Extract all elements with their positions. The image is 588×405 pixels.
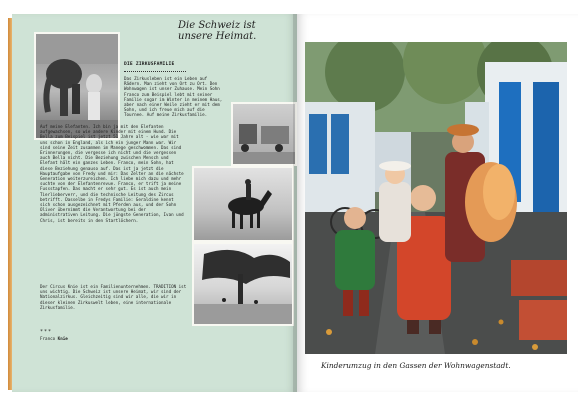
decorative-stars: *** [40, 329, 53, 335]
children-parade-photo [305, 42, 567, 354]
park-tree-photo [192, 242, 294, 326]
horse-rider-photo [192, 166, 294, 242]
horse-illustration [194, 168, 292, 240]
photo-caption: Kinderumzug in den Gassen der Wohnwagenstadt. [321, 361, 511, 370]
paragraph-2: Auf meine Elefanten. Ich bin ja mit den Elefanten aufgewachsen, so wie andere Kinder mit einem Hund. Die Bella zum Beispiel ist jetzt 51 Jahre alt - wie war mit uns schon in England, als ich ein junger Mann war. Wir sind seine Zeit zusammen im Manege geschwommen. Das sind Erinnerungen, die vergesse ich nicht und die vergessen auch Bella nicht. Die Beziehung zwischen Mensch und Elefant hält ein ganzes Leben. Franco, mein Sohn, hat diese Beziehung genauso auf. Das ist ja jetzt die Hauptaufgabe von Fredy und mir: Das Zelter an die nächste Generation weiterzureichen. Ich liebe mich dazu und mehr suchte von der Elefantenrevue. Franco, er trift ja meine Fussstapfen. Das macht er sehr gut. Es ist auch mein Tierlieberverr, und die technische Leitung des Zircus betrifft. Dasselbe in Fredys Familie: Geraldine kennt sich schon ausgezeichnet mit Pferden aus, und der Sohn Oliver übernimmt die Verantwortung bei der administrativen Leitung. Die jüngste Generation, Ivan und Chris, ist bereits in den Startlöchern. [40, 124, 184, 223]
elephant-illustration [36, 34, 118, 138]
left-page [12, 14, 297, 392]
truck-illustration [233, 104, 295, 164]
heading-divider [124, 71, 186, 72]
magazine-spread [12, 14, 578, 392]
author-signature [40, 336, 68, 341]
parade-illustration [305, 42, 567, 354]
right-page [297, 14, 578, 392]
paragraph-3: Der Circus Knie ist ein Familienunternehmen. TRADITION ist uns wichtig. Die Schweiz ist unsere Heimat, wir sind der Nationalzirkus. Gleichzeitig sind wir alle, die wir in dieser kleinen Zirkuswelt leben, eine internationale Zirkusfamilie. [40, 284, 187, 310]
author-first-name: Franco [40, 336, 56, 341]
section-heading: DIE ZIRKUSFAMILIE [124, 62, 175, 67]
tree-illustration [194, 244, 292, 324]
page-title: Die Schweiz ist unsere Heimat. [178, 20, 257, 42]
author-last-name: Knie [57, 336, 68, 341]
truck-photo [231, 102, 297, 166]
paragraph-1: Das Zirkusleben ist ein Leben auf Rädern. Man zieht von Ort zu Ort. Den Wohnwagen ist unser Zuhause. Mein Sohn Franco zum Beispiel lebt mit seiner Familie sogar im Winter in meinem Haus, aber nach einer Weile zieht er mit dem Sohn, und ich freue mich auf die Tournee. Auf meine Zirkusfamilie. [124, 76, 223, 118]
